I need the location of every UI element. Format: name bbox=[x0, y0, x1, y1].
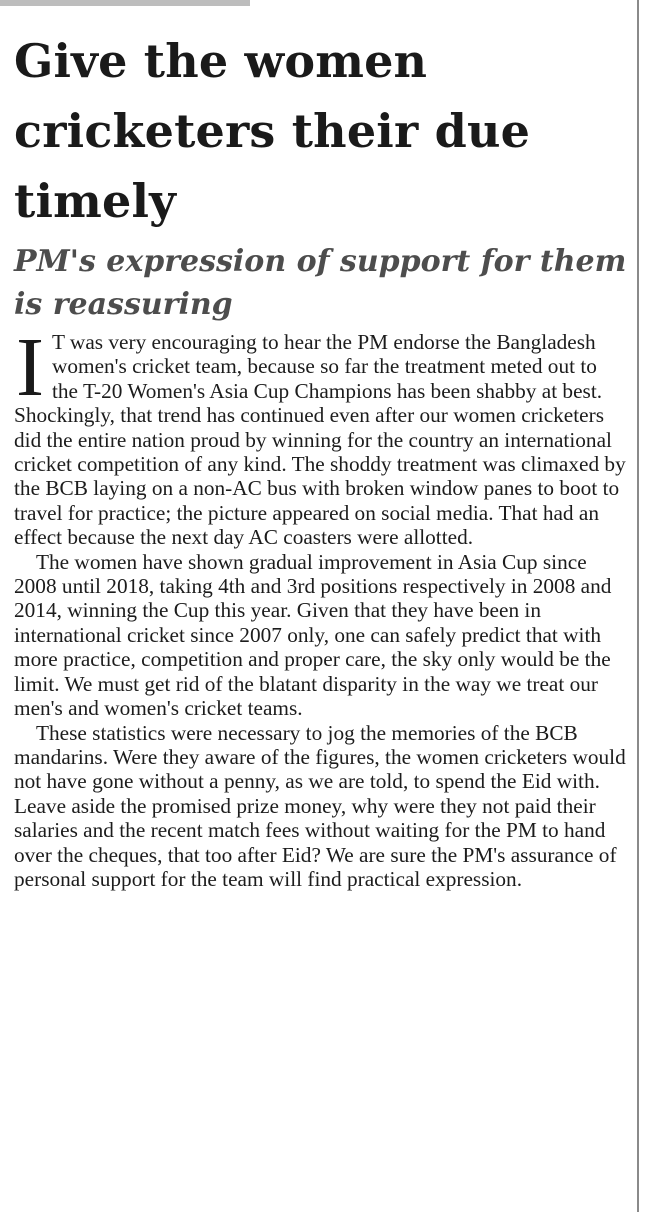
paragraph-2: The women have shown gradual improvement in Asia Cup since 2008 until 2018, taking 4th and 3rd positions respectively in 2008 and 2014, winning the Cup this year. Given that they have been in international cricket since 2007 only, one can safely predict that with more practice, competition and proper care, the sky only would be the limit. We must get rid of the blatant disparity in the way we treat our men's and women's cricket teams. bbox=[14, 549, 612, 721]
article-body bbox=[14, 321, 628, 891]
paragraph-1 bbox=[14, 321, 628, 550]
subheadline: PM's expression of support for them is reassuring bbox=[14, 244, 627, 322]
column-divider bbox=[637, 0, 639, 1212]
drop-cap: I bbox=[16, 321, 44, 414]
paragraph-1-text: T was very encouraging to hear the PM endorse the Bangladesh women's cricket team, because so far the treatment meted out to the T-20 Women's Asia Cup Champions has been shabby at best. Shockingly, that trend has continued even after our women cricketers did the entire nation proud by winning for the country an international cricket competition of any kind. The shoddy treatment was climaxed by the BCB laying on a non-AC bus with broken window panes to boot to travel for practice; the picture appeared on social media. That had an effect because the next day AC coasters were allotted. bbox=[14, 330, 626, 550]
headline: Give the women cricketers their due timely bbox=[14, 34, 531, 228]
paragraph-3: These statistics were necessary to jog the memories of the BCB mandarins. Were they aware of the figures, the women cricketers would not have gone without a penny, as we are told, to spend the Eid with. Leave aside the promised prize money, why were they not paid their salaries and the recent match fees without waiting for the PM to hand over the cheques, that too after Eid? We are sure the PM's assurance of personal support for the team will find practical expression. bbox=[14, 720, 626, 891]
editorial-article bbox=[14, 26, 628, 891]
top-rule bbox=[0, 0, 250, 6]
